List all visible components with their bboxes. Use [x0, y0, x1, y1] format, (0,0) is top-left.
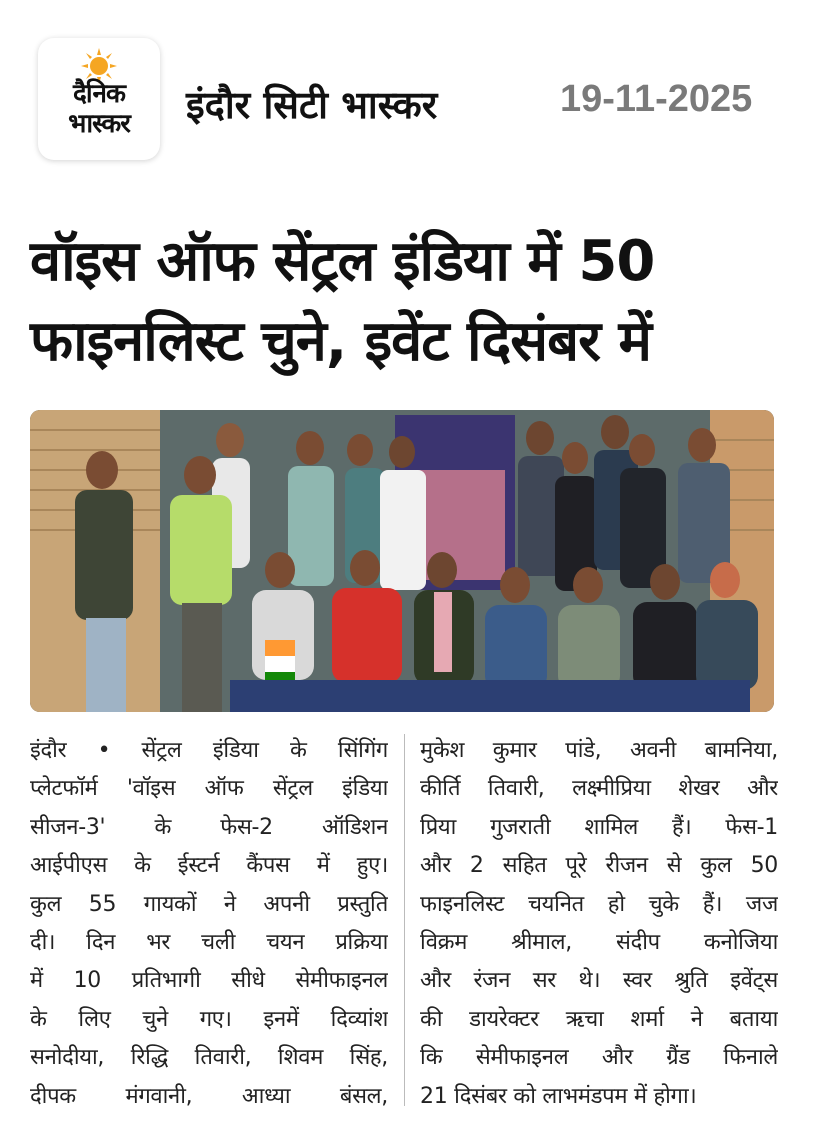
article-line: मुकेश कुमार पांडे, अवनी बामनिया,	[420, 738, 778, 763]
dainik-bhaskar-logo	[38, 38, 160, 160]
article-column-right	[420, 732, 778, 1116]
article-line: सनोदीया, रिद्धि तिवारी, शिवम सिंह,	[30, 1045, 388, 1071]
headline-line: फाइनलिस्ट चुने, इवेंट दिसंबर में	[30, 309, 651, 374]
logo-text-line1: दैनिक	[73, 79, 125, 109]
article-line: 21 दिसंबर को लाभमंडपम में होगा।	[420, 1083, 697, 1109]
article-line: विक्रम श्रीमाल, संदीप कनोजिया	[420, 930, 778, 956]
article-headline	[30, 222, 810, 382]
edition-title: इंदौर सिटी भास्कर	[186, 83, 438, 127]
article-line: प्लेटफॉर्म 'वॉइस ऑफ सेंट्रल इंडिया	[30, 776, 388, 802]
publication-date: 19-11-2025	[560, 78, 753, 120]
article-line: के लिए चुने गए। इनमें दिव्यांश	[30, 1006, 388, 1032]
newspaper-header	[0, 0, 832, 190]
article-line: आईपीएस के ईस्टर्न कैंपस में हुए।	[30, 853, 388, 879]
article-line: दी। दिन भर चली चयन प्रक्रिया	[30, 930, 388, 956]
article-line: इंदौर • सेंट्रल इंडिया के सिंगिंग	[30, 738, 388, 763]
article-line: दीपक मंगवानी, आध्या बंसल,	[30, 1083, 388, 1109]
article-line: सीजन-3' के फेस-2 ऑडिशन	[30, 814, 388, 840]
logo-text-line2: भास्कर	[68, 109, 130, 139]
article-line: में 10 प्रतिभागी सीधे सेमीफाइनल	[30, 968, 388, 994]
article-column-left	[30, 732, 388, 1116]
article-line: और रंजन सर थे। स्वर श्रुति इवेंट्स	[420, 968, 778, 994]
article-line: कीर्ति तिवारी, लक्ष्मीप्रिया शेखर और	[420, 776, 778, 802]
article-line: प्रिया गुजराती शामिल हैं। फेस-1	[420, 814, 778, 840]
article-line: फाइनलिस्ट चयनित हो चुके हैं। जज	[420, 891, 778, 917]
headline-line: वॉइस ऑफ सेंट्रल इंडिया में 50	[30, 229, 655, 294]
article-line: कुल 55 गायकों ने अपनी प्रस्तुति	[30, 891, 388, 917]
article-line: की डायरेक्टर ऋचा शर्मा ने बताया	[420, 1006, 778, 1032]
group-photo	[30, 410, 774, 712]
article-line: कि सेमीफाइनल और ग्रैंड फिनाले	[420, 1045, 778, 1071]
column-divider	[404, 734, 405, 1106]
article-line: और 2 सहित पूरे रीजन से कुल 50	[420, 853, 778, 879]
